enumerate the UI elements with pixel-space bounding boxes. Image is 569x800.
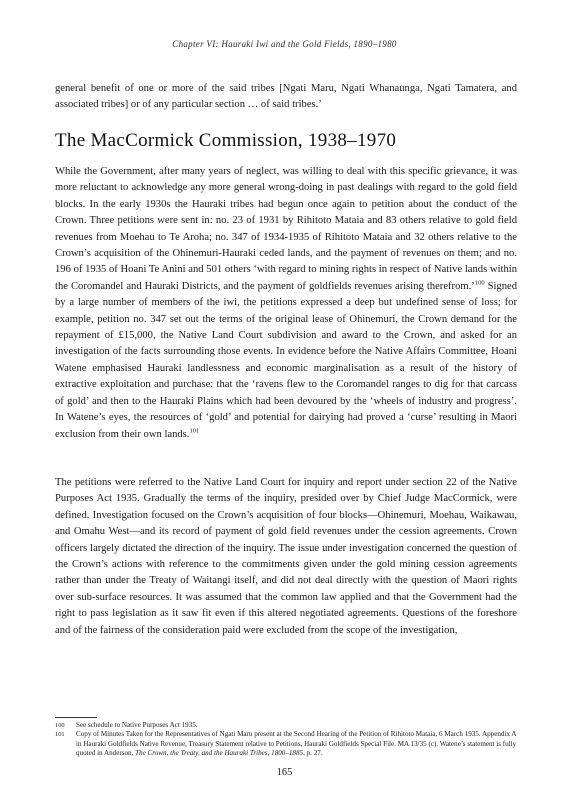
paragraph-1-text-b: Signed by a large number of members of the iwi, the petitions expressed a deep but undefined sense of loss; for example, petition no. 347 set out the terms of the original lease of Ohinemuri, the Crown demand for the repayment of £15,000, the Native Land Court subdivision and award to the Crown, and asked for an investigation of the facts surrounding those events. In evidence before the Native Affairs Committee, Hoani Watene emphasised Hauraki landlessness and economic marginalisation as a result of the history of extractive exploitation and purchase: that the ‘ravens flew to the Coromandel ranges to dig for that carcass of gold’ and then to the Hauraki Plains which had been devoured by the ‘wheels of industry and progress’. In Watene’s eyes, the resources of ‘gold’ and potential for dairying had proved a ‘curse’ resulting in Maori exclusion from their own lands. xyxy=(55,280,518,440)
quote-continuation: general benefit of one or more of the said tribes [Ngati Maru, Ngati Whanaunga, Ngati Tamatera, and associated tribes] or of any particular section … of said tribes.’ xyxy=(55,83,517,111)
footnote-text xyxy=(76,721,517,730)
footnote-cited-title: The Crown, the Treaty, and the Hauraki Tribes, 1800–1885 xyxy=(135,748,304,757)
footnote-text xyxy=(76,730,517,758)
page-number: 165 xyxy=(276,767,293,778)
paragraph-1-text-a: While the Government, after many years of neglect, was willing to deal with this specific grievance, it was more reluctant to acknowledge any more general wrong-doing in past dealings with regard to the gold field blocks. In the early 1930s the Hauraki tribes had begun once again to petition about the conduct of the Crown. Three petitions were sent in: no. 23 of 1931 by Rihitoto Mataia and 83 others relative to gold field revenues from Moehau to Te Aroha; no. 347 of 1934-1935 of Rihitoto Mataia and 32 others relative to the Crown’s acquisition of the Ohinemuri-Hauraki ceded lands, and the payment of revenues on them; and no. 196 of 1935 of Hoani Te Anini and 501 others ‘with regard to mining rights in respect of Native lands within the Coromandel and Hauraki Districts, and the payment of goldfields revenues arising therefrom.’ xyxy=(55,166,517,292)
footnote-number: 100 xyxy=(55,722,65,729)
footnote-100 xyxy=(55,721,517,730)
footnote-number: 101 xyxy=(55,731,65,739)
footnotes xyxy=(55,721,517,758)
footnote-text-a: Copy of Minutes Taken for the Representatives of Ngati Maru present at the Second Hearing of the Petition of Rihitoto Mataia, 6 March 1935. Appendix A in Hauraki Goldfields Native Revenue, Treasury Statement relative to Petitions, Hauraki Goldfields Special File. MA 13/35 (c). Watene’s statement is fully quoted in Anderson, xyxy=(76,730,517,757)
paragraph-2: The petitions were referred to the Native Land Court for inquiry and report under section 22 of the Native Purposes Act 1935. Gradually the terms of the inquiry, presided over by Chief Judge MacCormick, were defined. Investigation focused on the Crown’s acquisition of four blocks—Ohinemuri, Moehau, Waikawau, and Omahu West—and its record of payment of gold field revenues under the cession agreements. Crown officers largely dictated the direction of the inquiry. The issue under investigation concerned the question of the Crown’s actions with reference to the commitments given under the gold mining cession agreements rather than under the Treaty of Waitangi itself, and did not deal directly with the question of Maori rights over sub-surface resources. It was assumed that the common law applied and that the Government had the right to pass legislation as it saw fit even if this altered negotiated agreements. Questions of the foreshore and of the fairness of the consideration paid were excluded from the scope of the investigation, xyxy=(55,477,517,636)
footnote-ref-101[interactable]: 101 xyxy=(189,426,200,434)
section-heading: The MacCormick Commission, 1938–1970 xyxy=(55,130,397,151)
footnote-ref-100[interactable]: 100 xyxy=(474,279,485,287)
footnote-text-b: , p. 27. xyxy=(303,748,323,757)
running-head: Chapter VI: Hauraki Iwi and the Gold Fields, 1890–1980 xyxy=(172,39,397,49)
footnote-text-a: See schedule to Native Purposes Act 1935. xyxy=(76,721,198,729)
paragraph-1 xyxy=(55,164,517,443)
footnote-101 xyxy=(55,730,517,758)
footnote-divider xyxy=(55,717,97,718)
